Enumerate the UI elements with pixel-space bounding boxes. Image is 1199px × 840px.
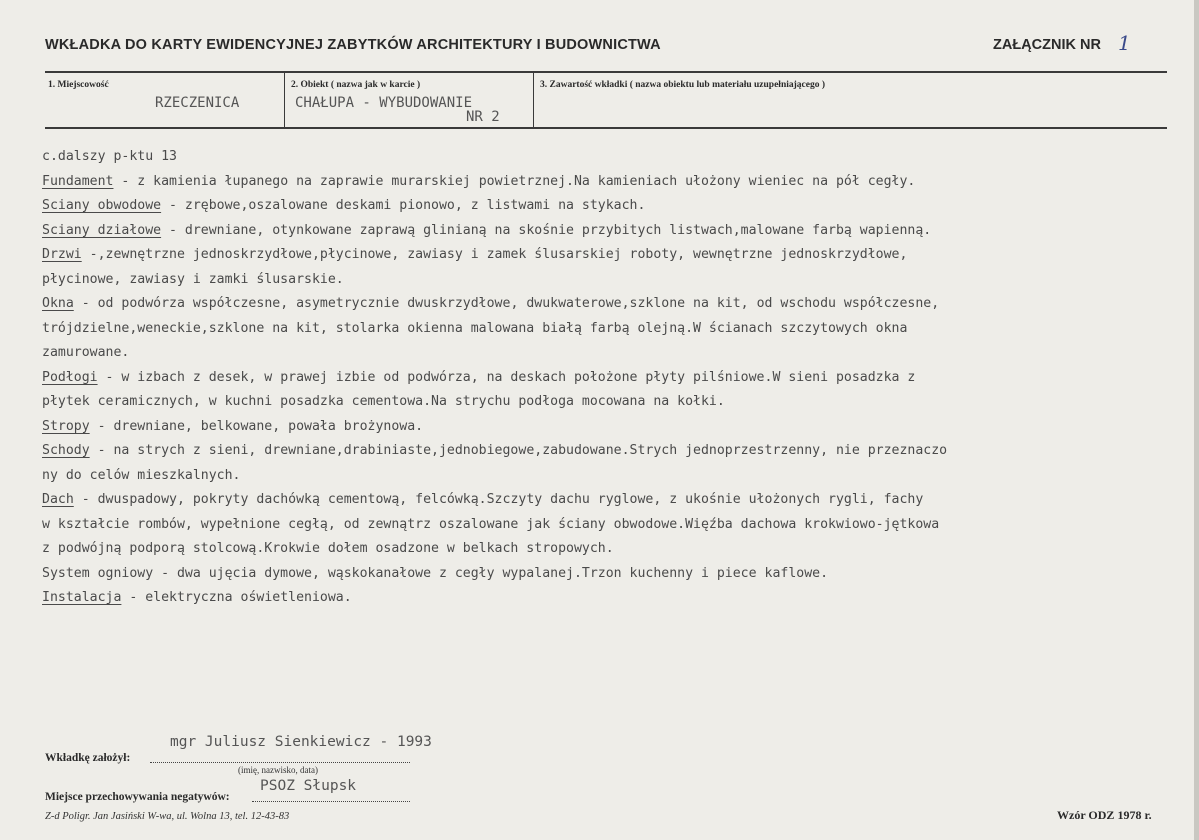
bottom-rule [45, 127, 1167, 129]
section-heading: Sciany obwodowe [42, 198, 162, 213]
founder-dotted-line [150, 761, 410, 763]
text-line: trójdzielne,weneckie,szklone na kit, stolarka okienna malowana białą farbą olejną.W ścianach szczytowych okna [42, 320, 908, 336]
section-text: - drewniane, otynkowane zaprawą glinianą na skośnie przybitych listwach,malowane farbą wapienną. [161, 222, 932, 238]
printer-imprint: Z-d Poligr. Jan Jasiński W-wa, ul. Wolna 13, tel. 12-43-83 [45, 811, 290, 822]
section-text: - elektryczna oświetleniowa. [121, 590, 352, 605]
field-2-label: 2. Obiekt ( nazwa jak w karcie ) [291, 80, 421, 90]
text-line [42, 243, 1192, 268]
card-edge [1194, 0, 1199, 840]
text-line: płytek ceramicznych, w kuchni posadzka cementowa.Na strychu podłoga mocowana na kołki. [42, 394, 725, 409]
section-text: - dwuspadowy, pokryty dachówką cementową, felcówką.Szczyty dachu ryglowe, z ukośnie ułożonych rygli, fachy [73, 492, 924, 507]
text-line [42, 488, 1192, 513]
founder-label: Wkładkę założył: [45, 752, 131, 764]
section-heading: Stropy [42, 418, 90, 434]
field-3-label: 3. Zawartość wkładki ( nazwa obiektu lub materiału uzupełniającego ) [540, 80, 826, 90]
section-text: - w izbach z desek, w prawej izbie od podwórza, na deskach położone płyty pilśniowe.W sieni posadzka z [97, 369, 916, 385]
field-1-value: RZECZENICA [155, 95, 240, 111]
text-line [42, 219, 1192, 244]
column-divider-1 [284, 71, 285, 128]
text-line: ny do celów mieszkalnych. [42, 467, 241, 483]
text-line [42, 366, 1192, 391]
section-heading: Instalacja [42, 590, 122, 605]
attachment-number: 1 [1118, 31, 1131, 55]
storage-dotted-line [252, 800, 410, 802]
text-line: zamurowane. [42, 345, 130, 360]
text-line: System ogniowy - dwa ujęcia dymowe, wąskokanałowe z cegły wypalanej.Trzon kuchenny i piece kaflowe. [42, 565, 829, 581]
text-line: z podwójną podporą stolcową.Krokwie dołem osadzone w belkach stropowych. [42, 541, 614, 556]
form-model: Wzór ODZ 1978 r. [1057, 808, 1152, 822]
section-heading: Fundament [42, 173, 114, 189]
storage-label: Miejsce przechowywania negatywów: [45, 791, 230, 803]
section-heading: Okna [42, 296, 74, 311]
text-line: w kształcie rombów, wypełnione cegłą, od zewnątrz oszalowane jak ściany obwodowe.Więźba dachowa krokwiowo-jętkowa [42, 516, 940, 532]
section-heading: Schody [42, 443, 90, 458]
section-text: - na strych z sieni, drewniane,drabiniaste,jednobiegowe,zabudowane.Strych jednoprzestrzenny, nie przeznaczo [89, 443, 948, 458]
storage-value: PSOZ Słupsk [260, 778, 357, 794]
intro-line: c.dalszy p-ktu 13 [42, 149, 177, 164]
section-heading: Sciany działowe [42, 222, 162, 238]
field-1-label: 1. Miejscowość [48, 80, 109, 90]
founder-caption: (imię, nazwisko, data) [238, 765, 318, 775]
attachment-label: ZAŁĄCZNIK NR [993, 37, 1101, 53]
text-line [42, 194, 1192, 219]
section-text: - z kamienia łupanego na zaprawie murarskiej powietrznej.Na kamieniach ułożony wieniec na pół cegły. [113, 173, 916, 189]
section-text: -,zewnętrzne jednoskrzydłowe,płycinowe, zawiasy i zamek ślusarskiej roboty, wewnętrzne jednoskrzydłowe, [81, 247, 908, 262]
section-heading: Podłogi [42, 369, 98, 385]
section-text: - od podwórza współczesne, asymetrycznie dwuskrzydłowe, dwukwaterowe,szklone na kit, od wschodu współczesne, [73, 296, 940, 311]
text-line [42, 586, 1192, 611]
form-title: WKŁADKA DO KARTY EWIDENCYJNEJ ZABYTKÓW ARCHITEKTURY I BUDOWNICTWA [45, 37, 661, 53]
founder-value: mgr Juliusz Sienkiewicz - 1993 [170, 734, 432, 750]
section-heading: Dach [42, 492, 74, 507]
text-line: płycinowe, zawiasy i zamki ślusarskie. [42, 271, 344, 287]
text-line [42, 170, 1192, 195]
text-line [42, 439, 1192, 464]
section-heading: Drzwi [42, 247, 82, 262]
text-line [42, 292, 1192, 317]
field-2-value-line-1: CHAŁUPA - WYBUDOWANIE [295, 95, 473, 111]
section-text: - zrębowe,oszalowane deskami pionowo, z listwami na stykach. [161, 198, 646, 213]
description-text [42, 145, 1192, 611]
top-rule [45, 71, 1167, 73]
field-2-value-line-2: NR 2 [466, 109, 500, 125]
section-text: - drewniane, belkowane, powała brożynowa. [89, 418, 424, 434]
column-divider-2 [533, 71, 534, 128]
text-line [42, 415, 1192, 440]
